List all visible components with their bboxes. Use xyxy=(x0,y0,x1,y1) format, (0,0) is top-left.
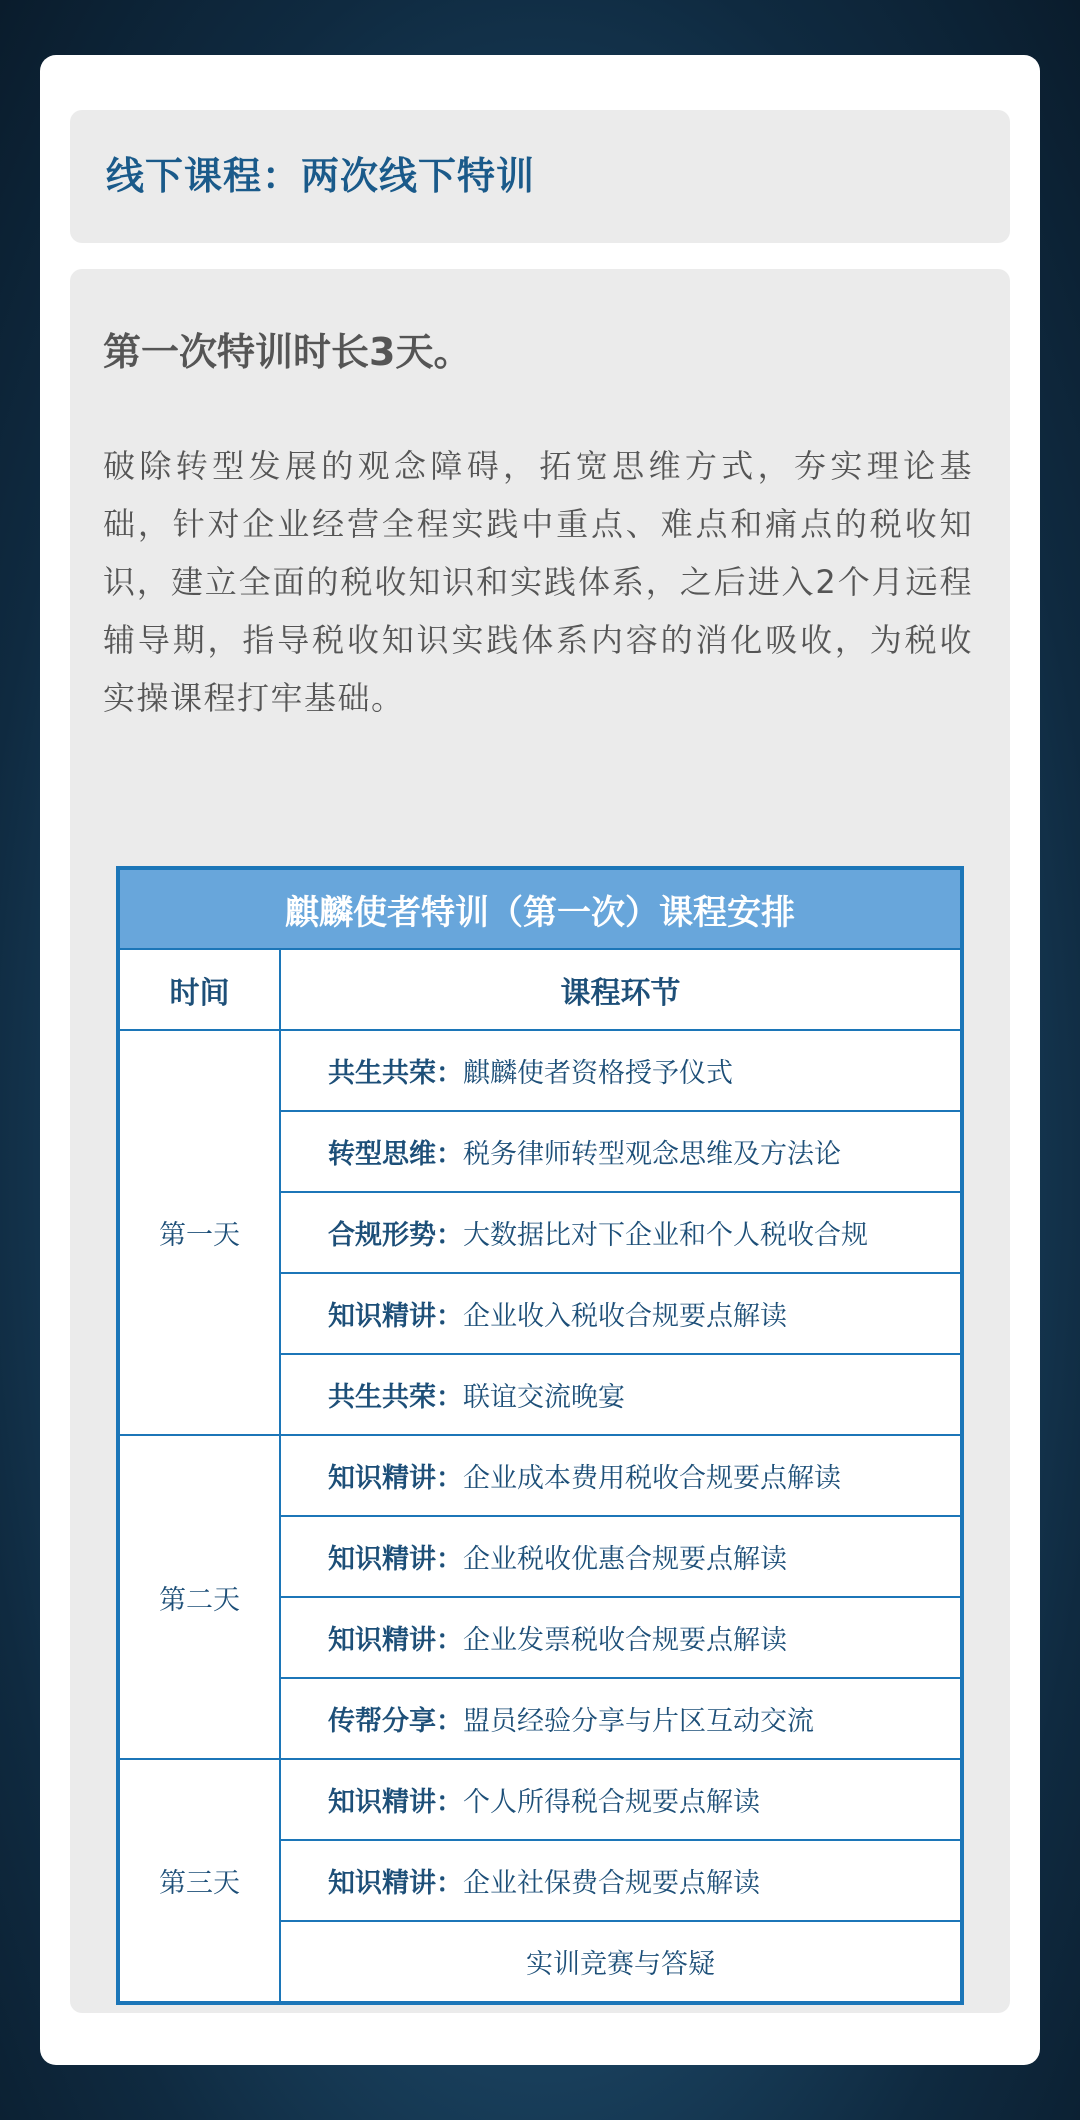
content-card xyxy=(40,55,1040,2065)
session-cell xyxy=(280,1030,962,1111)
session-cell xyxy=(280,1597,962,1678)
session-text: 大数据比对下企业和个人税收合规 xyxy=(463,1220,868,1251)
session-label: 知识精讲： xyxy=(328,1625,463,1656)
session-label: 共生共荣： xyxy=(328,1058,463,1089)
session-text: 联谊交流晚宴 xyxy=(463,1382,625,1413)
day-cell: 第三天 xyxy=(118,1759,280,2003)
session-text: 企业成本费用税收合规要点解读 xyxy=(463,1463,841,1494)
session-label: 知识精讲： xyxy=(328,1301,463,1332)
session-cell xyxy=(280,1921,962,2003)
training-duration-heading: 第一次特训时长3天。 xyxy=(103,330,472,374)
table-title: 麒麟使者特训（第一次）课程安排 xyxy=(118,868,962,949)
session-label: 共生共荣： xyxy=(328,1382,463,1413)
session-label: 合规形势： xyxy=(328,1220,463,1251)
table-row xyxy=(118,1030,962,1111)
column-header-time: 时间 xyxy=(118,949,280,1030)
session-text: 企业社保费合规要点解读 xyxy=(463,1868,760,1899)
session-cell xyxy=(280,1678,962,1759)
session-label: 知识精讲： xyxy=(328,1463,463,1494)
session-text: 企业税收优惠合规要点解读 xyxy=(463,1544,787,1575)
session-text: 盟员经验分享与片区互动交流 xyxy=(463,1706,814,1737)
session-label: 转型思维： xyxy=(328,1139,463,1170)
column-header-session: 课程环节 xyxy=(280,949,962,1030)
session-label: 传帮分享： xyxy=(328,1706,463,1737)
session-text: 税务律师转型观念思维及方法论 xyxy=(463,1139,841,1170)
session-text: 实训竞赛与答疑 xyxy=(526,1949,715,1980)
session-cell xyxy=(280,1840,962,1921)
day-cell: 第二天 xyxy=(118,1435,280,1759)
session-cell xyxy=(280,1111,962,1192)
session-text: 企业发票税收合规要点解读 xyxy=(463,1625,787,1656)
session-cell xyxy=(280,1192,962,1273)
section-title: 线下课程：两次线下特训 xyxy=(106,154,536,198)
session-cell xyxy=(280,1516,962,1597)
session-cell xyxy=(280,1759,962,1840)
session-label: 知识精讲： xyxy=(328,1787,463,1818)
table-row xyxy=(118,1759,962,1840)
session-label: 知识精讲： xyxy=(328,1868,463,1899)
table-row xyxy=(118,1435,962,1516)
training-description: 破除转型发展的观念障碍，拓宽思维方式，夯实理论基础，针对企业经营全程实践中重点、难点和痛点的税收知识，建立全面的税收知识和实践体系，之后进入2个月远程辅导期，指导税收知识实践体系内容的消化吸收，为税收实操课程打牢基础。 xyxy=(103,447,973,717)
course-schedule-table xyxy=(116,866,964,2005)
session-cell xyxy=(280,1435,962,1516)
section-content xyxy=(70,269,1010,2013)
section-header xyxy=(70,110,1010,243)
day-cell: 第一天 xyxy=(118,1030,280,1435)
session-text: 麒麟使者资格授予仪式 xyxy=(463,1058,733,1089)
session-cell xyxy=(280,1354,962,1435)
session-text: 个人所得税合规要点解读 xyxy=(463,1787,760,1818)
session-cell xyxy=(280,1273,962,1354)
session-label: 知识精讲： xyxy=(328,1544,463,1575)
session-text: 企业收入税收合规要点解读 xyxy=(463,1301,787,1332)
